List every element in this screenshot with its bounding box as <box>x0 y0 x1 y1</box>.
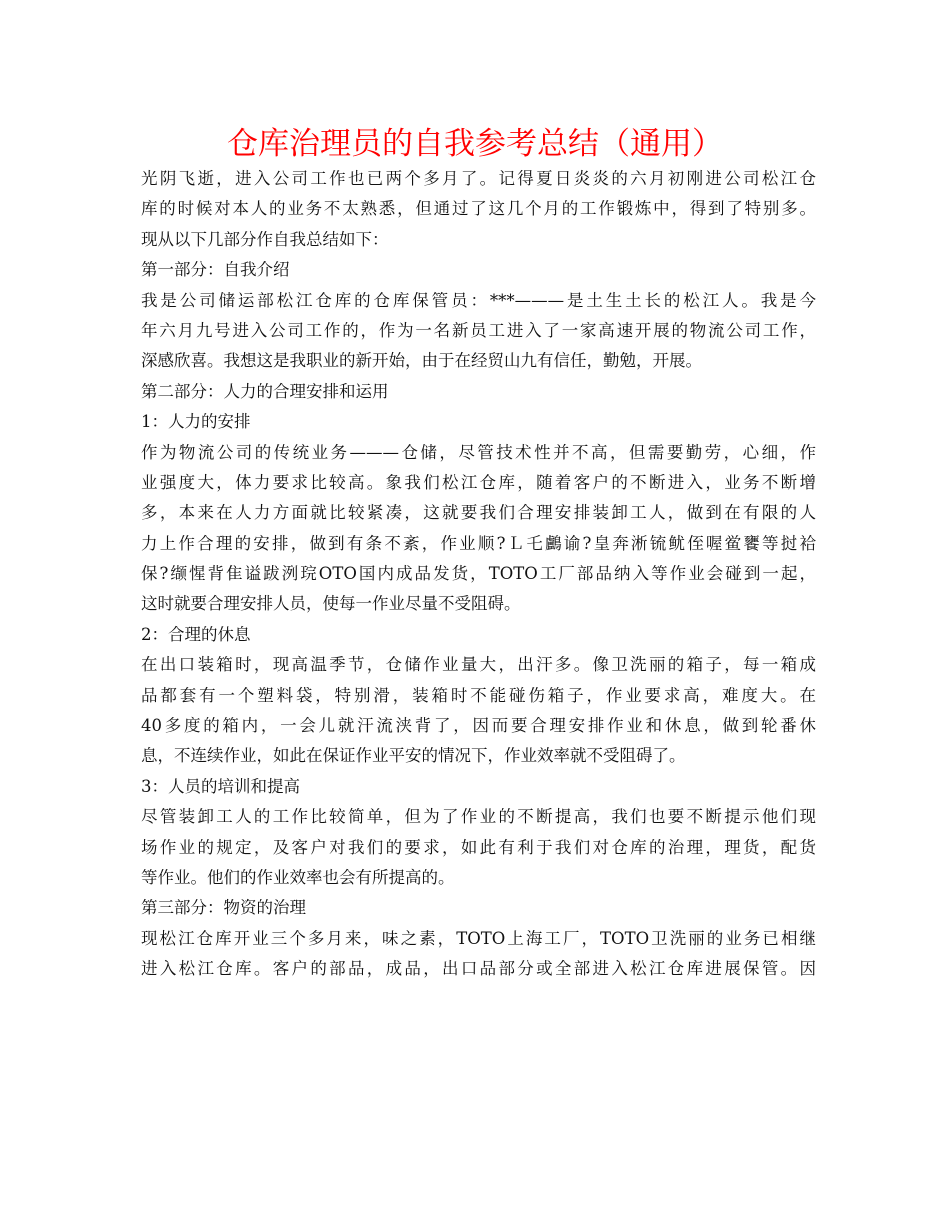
body-text-line: 现松江仓库开业三个多月来，味之素，TOTO上海工厂，TOTO卫洗丽的业务已相继 <box>141 928 816 948</box>
body-text-line: 尽管装卸工人的工作比较简单，但为了作业的不断提高，我们也要不断提示他们现 <box>141 807 816 827</box>
body-text-line: 这时就要合理安排人员，使每一作业尽量不受阻碍。 <box>141 594 521 614</box>
body-text-line: 力上作合理的安排，做到有条不紊，作业顺?Ｌ乇鸕谕?皇奔淅锍鱿侄喔鲎饔等挝袷 <box>141 533 816 553</box>
body-text-line: 品都套有一个塑料袋，特别滑，装箱时不能碰伤箱子，作业要求高，难度大。在 <box>141 685 816 705</box>
body-text-line: 第一部分：自我介绍 <box>141 260 290 280</box>
body-text-line: 3：人员的培训和提高 <box>141 776 300 796</box>
document-title: 仓库治理员的自我参考总结（通用） <box>227 126 723 162</box>
body-text-line: 2：合理的休息 <box>141 624 251 644</box>
body-text-line: 第三部分：物资的治理 <box>141 898 306 918</box>
body-text-line: 等作业。他们的作业效率也会有所提高的。 <box>141 867 455 887</box>
body-text-line: 保?缬惺背隹谥跋洌琓OTO国内成品发货，TOTO工厂部品纳入等作业会碰到一起， <box>141 564 816 584</box>
body-text-line: 40多度的箱内，一会儿就汗流浃背了，因而要合理安排作业和休息，做到轮番休 <box>141 716 816 736</box>
document-body <box>141 164 816 985</box>
body-text-line: 作为物流公司的传统业务———仓储，尽管技术性并不高，但需要勤劳，心细，作 <box>141 442 816 462</box>
body-text-line: 1：人力的安排 <box>141 412 251 432</box>
body-text-line: 业强度大，体力要求比较高。象我们松江仓库，随着客户的不断进入，业务不断增 <box>141 472 816 492</box>
body-text-line: 光阴飞逝，进入公司工作也已两个多月了。记得夏日炎炎的六月初刚进公司松江仓 <box>141 169 816 188</box>
body-text-line: 息，不连续作业，如此在保证作业平安的情况下，作业效率就不受阻碍了。 <box>141 746 686 766</box>
body-text-line: 我是公司储运部松江仓库的仓库保管员：***———是土生土长的松江人。我是今 <box>141 290 816 310</box>
body-text-line: 在出口装箱时，现高温季节，仓储作业量大，出汗多。像卫洗丽的箱子，每一箱成 <box>141 655 816 675</box>
body-text-line: 场作业的规定，及客户对我们的要求，如此有利于我们对仓库的治理，理货，配货 <box>141 837 816 857</box>
body-text-line: 进入松江仓库。客户的部品，成品，出口品部分或全部进入松江仓库进展保管。因 <box>141 959 816 979</box>
body-text-line: 现从以下几部分作自我总结如下： <box>141 229 389 249</box>
body-text-line: 年六月九号进入公司工作的，作为一名新员工进入了一家高速开展的物流公司工作， <box>141 320 816 340</box>
body-text-line: 深感欣喜。我想这是我职业的新开始，由于在经贸山九有信任，勤勉，开展。 <box>141 351 702 371</box>
body-text-line: 第二部分：人力的合理安排和运用 <box>141 381 389 401</box>
body-text-line: 库的时候对本人的业务不太熟悉，但通过了这几个月的工作锻炼中，得到了特别多。 <box>141 199 816 219</box>
body-text-line: 多，本来在人力方面就比较紧凑，这就要我们合理安排装卸工人，做到在有限的人 <box>141 503 816 523</box>
